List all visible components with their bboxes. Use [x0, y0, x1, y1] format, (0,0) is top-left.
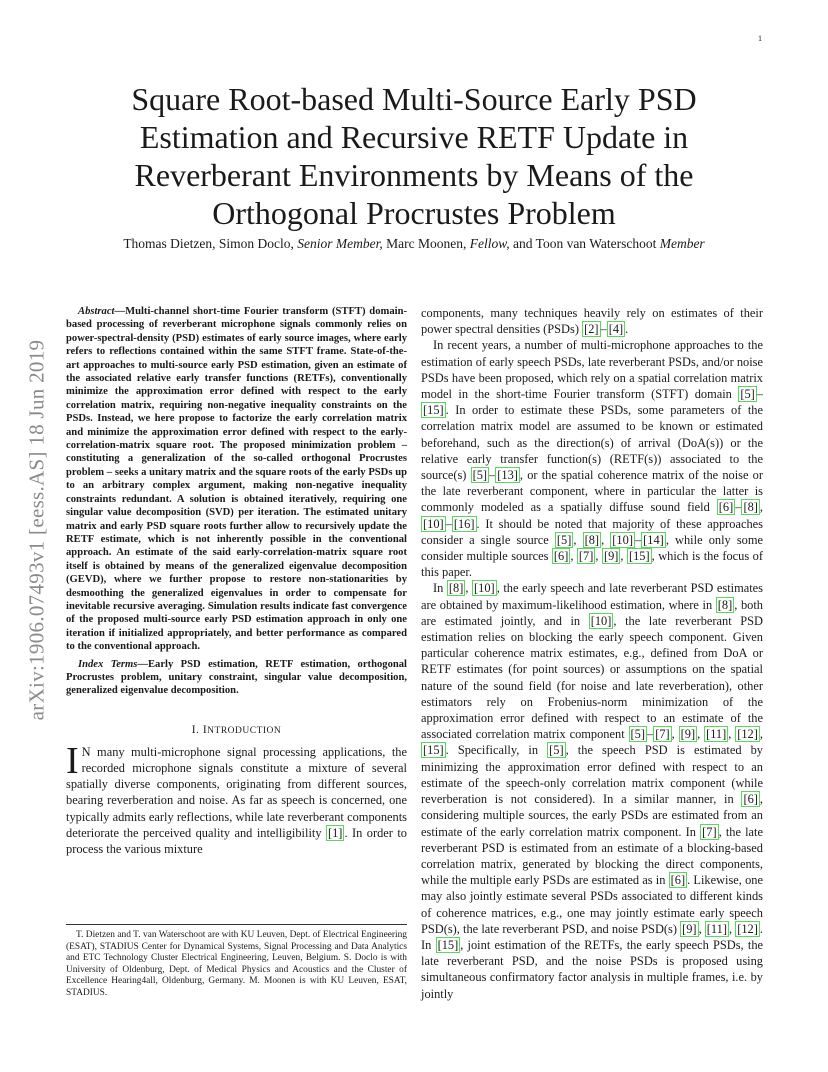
citation-link[interactable]: [5] [630, 727, 645, 742]
separator: – [489, 468, 496, 483]
separator: , [671, 727, 679, 742]
paragraph-text: , considering multiple sources, the early PSDs are estimated from an estimate of the early correlation matrix component. In [421, 792, 763, 839]
citation-link[interactable]: [6] [743, 792, 758, 807]
paragraph-text: , the speech PSD is estimated by minimizing the approximation error defined with respect to an estimate of the speech-only correlation matrix component (while reverberation is not considered). In a similar manner, in [421, 743, 763, 807]
arxiv-stamp[interactable] [22, 280, 52, 780]
citation-link[interactable]: [4] [608, 322, 624, 337]
abstract-text: —Multi-channel short-time Fourier transform (STFT) domain-based processing of reverberant microphone signals commonly relies on power-spectral-density (PSD) estimates of early source images, where early refers to reflections contained within the same STFT frame. State-of-the-art approaches to multi-source early PSD estimation, given an estimate of the associated relative early transfer functions (RETFs), conventionally minimize the approximation error defined with respect to the early correlation matrix, requiring non-negative inequality constraints on the PSDs. Instead, we here propose to factorize the early correlation matrix and minimize the approximation error defined with respect to the early-correlation-matrix square root. The proposed minimization problem – constituting a generalization of the so-called orthogonal Procrustes problem – seeks a unitary matrix and the square roots of the early PSDs up to an arbitrary complex argument, making non-negative inequality constraints redundant. A solution is obtained iteratively, requiring one singular value decomposition (SVD) per iteration. The estimated unitary matrix and early PSD square roots further allow to recursively update the RETF estimate, which is not inherently possible in the conventional approach. An estimate of the said early-correlation-matrix square root itself is obtained by means of the generalized eigenvalue decomposition (GEVD), where we further propose to restore non-stationarities by desmoothing the generalized eigenvalues in order to compensate for inevitable recursive averaging. Simulation results indicate fast convergence of the proposed multi-source early PSD estimation approach in only one iteration if initialized appropriately, and better performance as compared to the conventional approach. [66, 306, 407, 653]
intro-text-right [421, 305, 763, 1002]
citation-link[interactable]: [7] [655, 727, 670, 742]
author-role-3: Member [659, 236, 705, 251]
citation-link[interactable]: [13] [497, 468, 518, 483]
paragraph-text: In recent years, a number of multi-microphone approaches to the estimation of early speech PSDs, late reverberant PSDs, and/or noise PSDs have been proposed, which rely on a spatial correlation matrix model in the short-time Fourier transform (STFT) domain [421, 338, 763, 402]
citation-link[interactable]: [12] [737, 727, 758, 742]
separator: , [728, 921, 736, 936]
paper-title: Square Root-based Multi-Source Early PSD Estimation and Recursive RETF Update in Reverberant Environments by Means of the Orthogonal Procrustes Problem [131, 81, 697, 231]
author-names-1: Thomas Dietzen, Simon Doclo, [123, 236, 298, 251]
paragraph-text: , joint estimation of the RETFs, the early speech PSDs, the late reverberant PSD, and the noise PSDs is proposed using simultaneous confirmatory factor analysis in multiple frames, i.e. by jointly [421, 937, 764, 1001]
paragraph-text: N many multi-microphone signal processing applications, the recorded microphone signals constitute a mixture of several spatially diverse components, originating from different sources, bearing reverberation and noise. As far as speech is concerned, one typically admits early reflections, while late reverberant components deteriorate the perceived quality and intelligibility [66, 744, 407, 840]
citation-link[interactable]: [15] [423, 403, 444, 418]
citation-link[interactable]: [5] [740, 387, 755, 402]
citation-link[interactable]: [16] [453, 516, 475, 531]
paragraph-text: . In order to estimate these PSDs, some parameters of the correlation matrix model are assumed to be known or estimated beforehand, such as the direction(s) of arrival (DoA(s)) or the relative early transfer function(s) (RETF(s)) associated to the source(s) [421, 403, 763, 483]
citation-link[interactable]: [9] [603, 549, 619, 564]
separator: , [620, 549, 627, 564]
separator: – [634, 532, 642, 547]
separator: , [697, 727, 705, 742]
citation-link[interactable]: [1] [327, 825, 343, 840]
drop-cap: I [66, 739, 79, 782]
section-numeral: I. [191, 723, 203, 736]
citation-link[interactable]: [15] [437, 937, 459, 952]
paragraph-text: . Specifically, in [445, 743, 548, 758]
author-role-2: Fellow, [469, 236, 510, 251]
citation-link[interactable]: [15] [423, 743, 444, 758]
citation-link[interactable]: [7] [578, 549, 594, 564]
separator: – [445, 516, 452, 531]
citation-link[interactable]: [8] [448, 581, 464, 596]
citation-link[interactable]: [12] [737, 921, 758, 936]
abstract [66, 305, 407, 654]
author-names-3: and Toon van Waterschoot [509, 236, 660, 251]
paragraph [421, 580, 763, 1001]
citation-link[interactable]: [11] [706, 727, 727, 742]
citation-link[interactable]: [8] [717, 597, 733, 612]
section-title-first: I [202, 723, 208, 736]
separator: – [735, 500, 742, 515]
citation-link[interactable]: [14] [643, 532, 664, 547]
paragraph-text: . Likewise, one may also jointly estimate several PSDs associated to different kinds of coherence matrices, e.g., one may jointly estimate early speech PSD(s), the late reverberant PSD, and noise PSD(s) [421, 873, 763, 936]
citation-link[interactable]: [10] [423, 516, 444, 531]
separator: , [570, 549, 577, 564]
separator: – [646, 727, 654, 742]
arxiv-identifier[interactable]: arXiv:1906.07493v1 [eess.AS] 18 Jun 2019 [24, 339, 49, 721]
citation-link[interactable]: [8] [584, 532, 600, 547]
paragraph-text: , or the spatial coherence matrix of the noise or the late reverberant component, where in particular the latter is commonly modeled as a spatially diffuse sound field [421, 468, 763, 515]
separator: , [759, 727, 763, 742]
separator: , [698, 921, 705, 936]
citation-link[interactable]: [6] [670, 873, 686, 888]
paragraph [421, 337, 763, 580]
author-role-1: Senior Member, [297, 236, 383, 251]
paragraph-text: , which is the focus of this paper. [421, 549, 763, 580]
index-terms-text: —Early PSD estimation, RETF estimation, orthogonal Procrustes problem, unitary constraint, singular value decomposition, generalized eigenvalue decomposition. [66, 658, 407, 697]
left-column [66, 305, 407, 857]
intro-text-left [66, 739, 407, 857]
footnote [66, 924, 407, 1000]
citation-link[interactable]: [10] [612, 532, 633, 547]
citation-link[interactable]: [5] [549, 743, 564, 758]
citation-link[interactable]: [7] [702, 824, 717, 839]
paragraph-text: , both are estimated jointly, and in [421, 597, 763, 628]
paragraph-text: . It should be noted that majority of these approaches consider a single source [421, 516, 763, 547]
citation-link[interactable]: [5] [472, 468, 488, 483]
paragraph-text: . In order to process the various mixture [66, 825, 407, 856]
index-terms [66, 658, 407, 698]
section-title-rest: NTRODUCTION [207, 725, 282, 736]
citation-link[interactable]: [6] [553, 549, 569, 564]
paragraph-text: components, many techniques heavily rely on estimates of their power spectral densities (PSDs) [421, 306, 763, 337]
citation-link[interactable]: [6] [718, 500, 734, 515]
separator: , [601, 532, 611, 547]
author-list [60, 236, 768, 252]
paragraph-text: , the early speech and late reverberant PSD estimates are obtained by maximum-likelihood estimation, where in [421, 581, 763, 612]
separator: , [728, 727, 736, 742]
citation-link[interactable]: [11] [706, 921, 727, 936]
abstract-label: Abstract [78, 306, 115, 317]
paragraph-text: . [625, 322, 629, 337]
separator: – [600, 322, 607, 337]
page-number: 1 [758, 34, 762, 43]
paragraph-text: , the late reverberant PSD estimation relies on blocking the early speech component. Given particular coherence matrix estimates, e.g., defined from DoA or RETF estimates (for point sources) or assumptions on the spatial nature of the sound field (for noise and late reverberation), other estimators rely on Frobenius-norm minimization of the approximation error defined with respect to an estimate of the associated correlation matrix component [421, 613, 763, 742]
citation-link[interactable]: [2] [584, 322, 599, 337]
separator: , [595, 549, 602, 564]
separator: , [759, 500, 763, 515]
paragraph-text: , the late reverberant PSD is estimated from an estimate of a blocking-based correlation matrix, generated by blocking the direct components, while the multiple early PSDs are estimated as in [421, 824, 763, 888]
citation-link[interactable]: [9] [682, 921, 697, 936]
paragraph-text: . In [421, 921, 763, 952]
citation-link[interactable]: [9] [680, 727, 696, 742]
index-terms-label: Index Terms [78, 658, 138, 670]
separator: , [573, 532, 583, 547]
author-names-2: Marc Moonen, [382, 236, 470, 251]
citation-link[interactable]: [15] [628, 549, 650, 564]
citation-link[interactable]: [10] [590, 613, 612, 628]
citation-link[interactable]: [5] [556, 532, 572, 547]
paragraph-text: , while only some consider multiple sources [421, 532, 763, 564]
paragraph-text: In [433, 581, 447, 596]
separator: – [756, 387, 763, 402]
footnote-text: T. Dietzen and T. van Waterschoot are with KU Leuven, Dept. of Electrical Engineering (ESAT), STADIUS Center for Dynamical Systems, Signal Processing and Data Analytics and ETC Technology Cluster Electrical Engineering, Leuven, Belgium. S. Doclo is with University of Oldenburg, Dept. of Medical Physics and Acoustics and the Cluster of Excellence Hearing4all, Oldenburg, Germany. M. Moonen is with KU Leuven, ESAT, STADIUS. [66, 930, 407, 998]
right-column [421, 305, 763, 1002]
citation-link[interactable]: [8] [743, 500, 758, 515]
section-heading-introduction [66, 724, 407, 736]
citation-link[interactable]: [10] [474, 581, 495, 596]
paragraph [421, 305, 763, 337]
separator: , [465, 581, 473, 596]
